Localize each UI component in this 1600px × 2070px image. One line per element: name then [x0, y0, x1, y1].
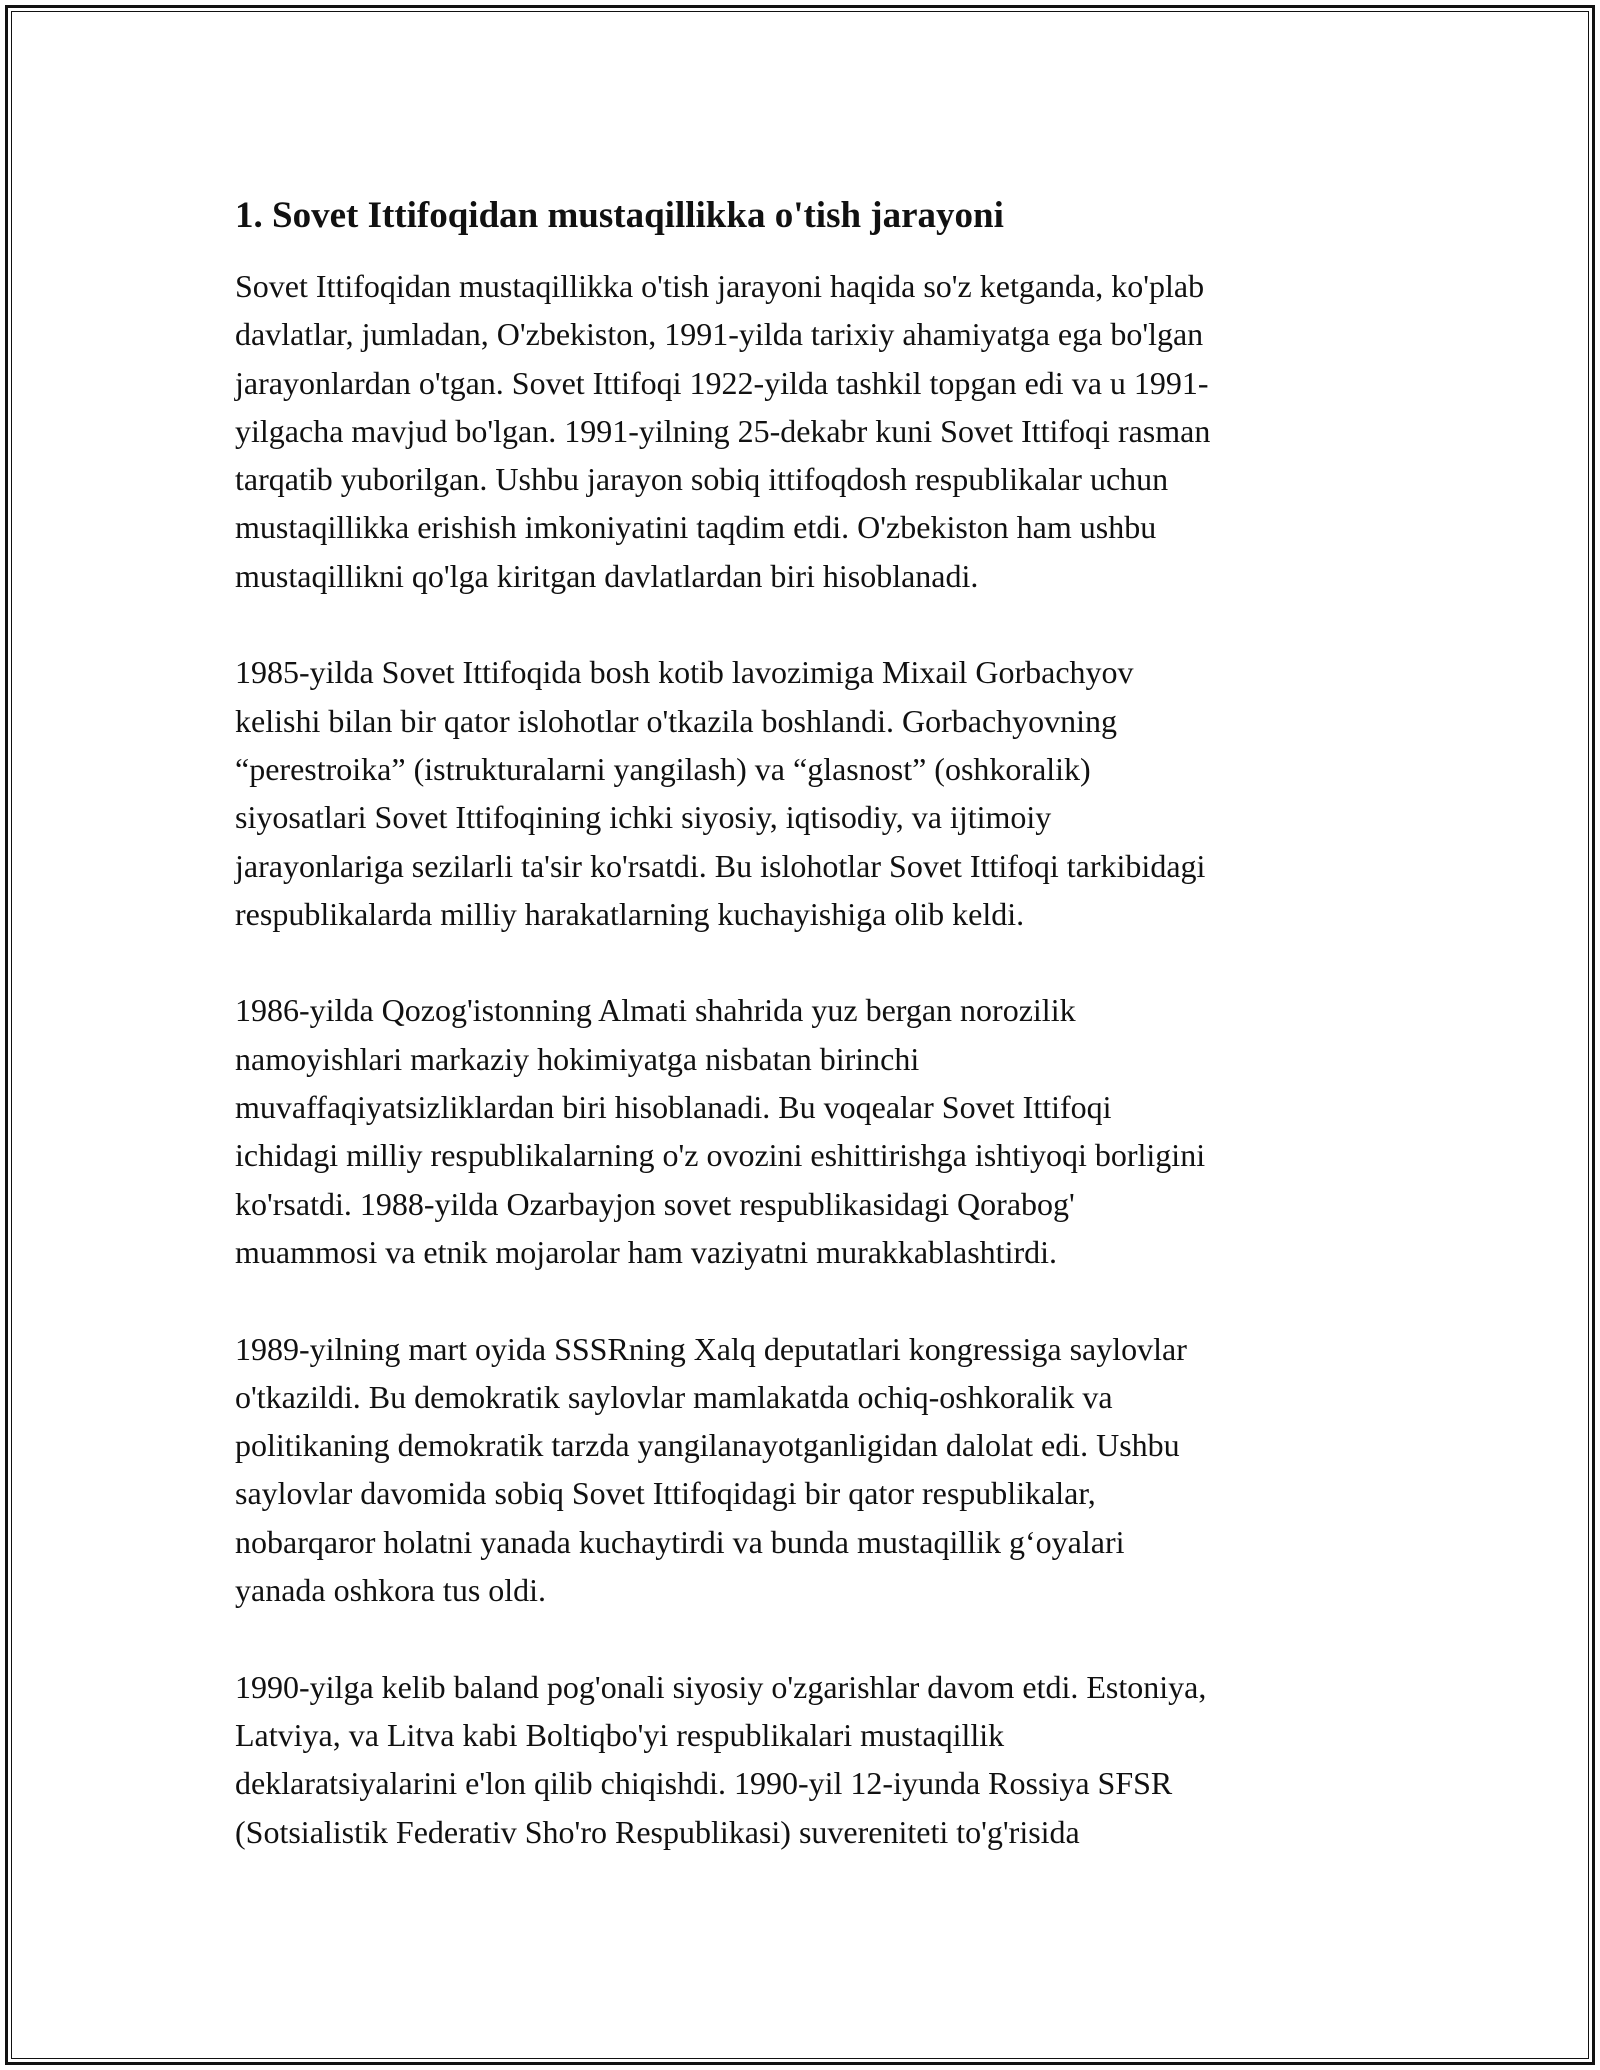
text-line: ko'rsatdi. 1988-yilda Ozarbayjon sovet respublikasidagi Qorabog'	[235, 1185, 1075, 1222]
text-line: mustaqillikka erishish imkoniyatini taqdim etdi. O'zbekiston ham ushbu	[235, 509, 1157, 546]
text-line: jarayonlariga sezilarli ta'sir ko'rsatdi. Bu islohotlar Sovet Ittifoqi tarkibidagi	[235, 847, 1206, 884]
text-line: (Sotsialistik Federativ Sho'ro Respublikasi) suvereniteti to'g'risida	[235, 1813, 1080, 1850]
text-line: 1986-yilda Qozog'istonning Almati shahrida yuz bergan norozilik	[235, 992, 1076, 1029]
section-heading: 1. Sovet Ittifoqidan mustaqillikka o'tish jarayoni	[235, 195, 1004, 236]
text-line: nobarqaror holatni yanada kuchaytirdi va bunda mustaqillik g‘oyalari	[235, 1523, 1125, 1560]
text-line: muvaffaqiyatsizliklardan biri hisoblanadi. Bu voqealar Sovet Ittifoqi	[235, 1089, 1112, 1126]
text-line: siyosatlari Sovet Ittifoqining ichki siyosiy, iqtisodiy, va ijtimoiy	[235, 799, 1052, 836]
text-line: ichidagi milliy respublikalarning o'z ovozini eshittirishga ishtiyoqi borligini	[235, 1137, 1206, 1174]
text-line: jarayonlardan o'tgan. Sovet Ittifoqi 1922-yilda tashkil topgan edi va u 1991-	[235, 364, 1209, 401]
text-line: davlatlar, jumladan, O'zbekiston, 1991-yilda tarixiy ahamiyatga ega bo'lgan	[235, 316, 1204, 353]
text-line: mustaqillikni qo'lga kiritgan davlatlardan biri hisoblanadi.	[235, 557, 979, 594]
text-line: namoyishlari markaziy hokimiyatga nisbatan birinchi	[235, 1040, 920, 1077]
text-line: “perestroika” (istrukturalarni yangilash) va “glasnost” (oshkoralik)	[235, 750, 1091, 787]
text-line: yilgacha mavjud bo'lgan. 1991-yilning 25-dekabr kuni Sovet Ittifoqi rasman	[235, 412, 1211, 449]
text-line: saylovlar davomida sobiq Sovet Ittifoqidagi bir qator respublikalar,	[235, 1475, 1096, 1512]
text-line: deklaratsiyalarini e'lon qilib chiqishdi. 1990-yil 12-iyunda Rossiya SFSR	[235, 1765, 1173, 1802]
paragraph-4	[235, 1325, 1365, 1615]
text-line: yanada oshkora tus oldi.	[235, 1572, 547, 1609]
text-line: tarqatib yuborilgan. Ushbu jarayon sobiq ittifoqdosh respublikalar uchun	[235, 461, 1169, 498]
text-line: Sovet Ittifoqidan mustaqillikka o'tish jarayoni haqida so'z ketganda, ko'plab	[235, 268, 1205, 304]
text-line: kelishi bilan bir qator islohotlar o'tkazila boshlandi. Gorbachyovning	[235, 702, 1118, 739]
text-line: o'tkazildi. Bu demokratik saylovlar mamlakatda ochiq-oshkoralik va	[235, 1378, 1113, 1415]
text-line: muammosi va etnik mojarolar ham vaziyatni murakkablashtirdi.	[235, 1233, 1057, 1270]
text-line: 1985-yilda Sovet Ittifoqida bosh kotib lavozimiga Mixail Gorbachyov	[235, 654, 1134, 691]
text-line: 1989-yilning mart oyida SSSRning Xalq deputatlari kongressiga saylovlar	[235, 1330, 1187, 1367]
text-line: politikaning demokratik tarzda yangilanayotganligidan dalolat edi. Ushbu	[235, 1427, 1180, 1464]
text-line: 1990-yilga kelib baland pog'onali siyosiy o'zgarishlar davom etdi. Estoniya,	[235, 1668, 1207, 1705]
paragraph-2	[235, 648, 1365, 938]
text-line: Latviya, va Litva kabi Boltiqbo'yi respublikalari mustaqillik	[235, 1716, 1005, 1753]
text-line: respublikalarda milliy harakatlarning kuchayishiga olib keldi.	[235, 895, 1025, 932]
paragraph-3	[235, 986, 1365, 1276]
paragraph-5	[235, 1663, 1365, 1856]
paragraph-1	[235, 262, 1365, 600]
document-body	[235, 186, 1365, 1904]
